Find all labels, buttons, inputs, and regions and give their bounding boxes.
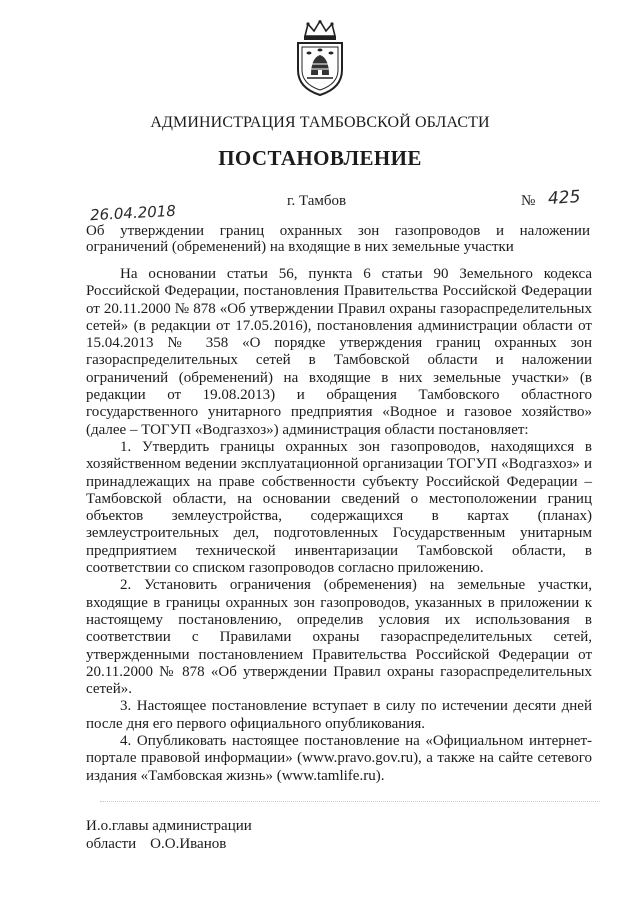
clause-paragraph-2: 2. Установить ограничения (обременения) на земельные участки, входящие в границы охранных зон газопроводов, указанных в приложении к настоящему постановлению, определив условия их использования в соответствии с Правилами охраны газораспределительных сетей, утвержденными постановлением Правительства Российской Федерации от 20.11.2000 № 878 «Об утверждении Правил охраны газораспределительных сетей». [86,577,592,698]
document-number-label: № [521,193,536,209]
document-number: 425 [547,186,582,210]
signature-position-line1: И.о.главы администрации [86,818,252,834]
coat-of-arms-emblem [293,20,347,96]
document-city: г. Тамбов [287,193,347,209]
separator-line [100,801,600,802]
signature-position-region: области [86,836,137,852]
clause-paragraph-4: 4. Опубликовать настоящее постановление на «Официальном интернет-портале правовой информации» (www.pravo.gov.ru), а также на сайте сетевого издания «Тамбовская жизнь» (www.tamlife.ru). [86,733,592,784]
document-body [86,266,592,785]
document-type-title: ПОСТАНОВЛЕНИЕ [218,146,422,170]
document-date: 26.04.2018 [89,201,177,225]
organization-title: АДМИНИСТРАЦИЯ ТАМБОВСКОЙ ОБЛАСТИ [150,114,490,131]
preamble-paragraph: На основании статьи 56, пункта 6 статьи 90 Земельного кодекса Российской Федерации, постановления Правительства Российской Федерации от 20.11.2000 № 878 «Об утверждении Правил охраны газораспределительных сетей» (в редакции от 17.05.2016), постановления администрации области от 15.04.2013 № 358 «О порядке утверждения границ охранных зон газораспределительных сетей в Тамбовской области и наложении ограничений (обременений) на входящие в них земельные участки» (в редакции от 19.08.2013) и обращения Тамбовского областного государственного унитарного предприятия «Водное и газовое хозяйство» (далее – ТОГУП «Водгазхоз») администрация области постановляет: [86,266,592,438]
signature-name: О.О.Иванов [150,836,227,852]
signature-position-line2 [86,835,252,853]
clause-paragraph-1: 1. Утвердить границы охранных зон газопроводов, находящихся в хозяйственном ведении эксплуатационной организации ТОГУП «Водгазхоз» и принадлежащих на праве собственности субъекту Российской Федерации – Тамбовской области, на основании сведений о местоположении границ объектов землеустройства, содержащихся в картах (планах) землеустроительных дел, подготовленных Государственным унитарным предприятием технической инвентаризации Тамбовской области, в соответствии со списком газопроводов согласно приложению. [86,438,592,577]
clause-paragraph-3: 3. Настоящее постановление вступает в силу по истечении десяти дней после дня его первого официального опубликования. [86,698,592,732]
signature-block [86,817,252,853]
document-subject: Об утверждении границ охранных зон газопроводов и наложении ограничений (обременений) на входящие в них земельные участки [86,223,590,255]
